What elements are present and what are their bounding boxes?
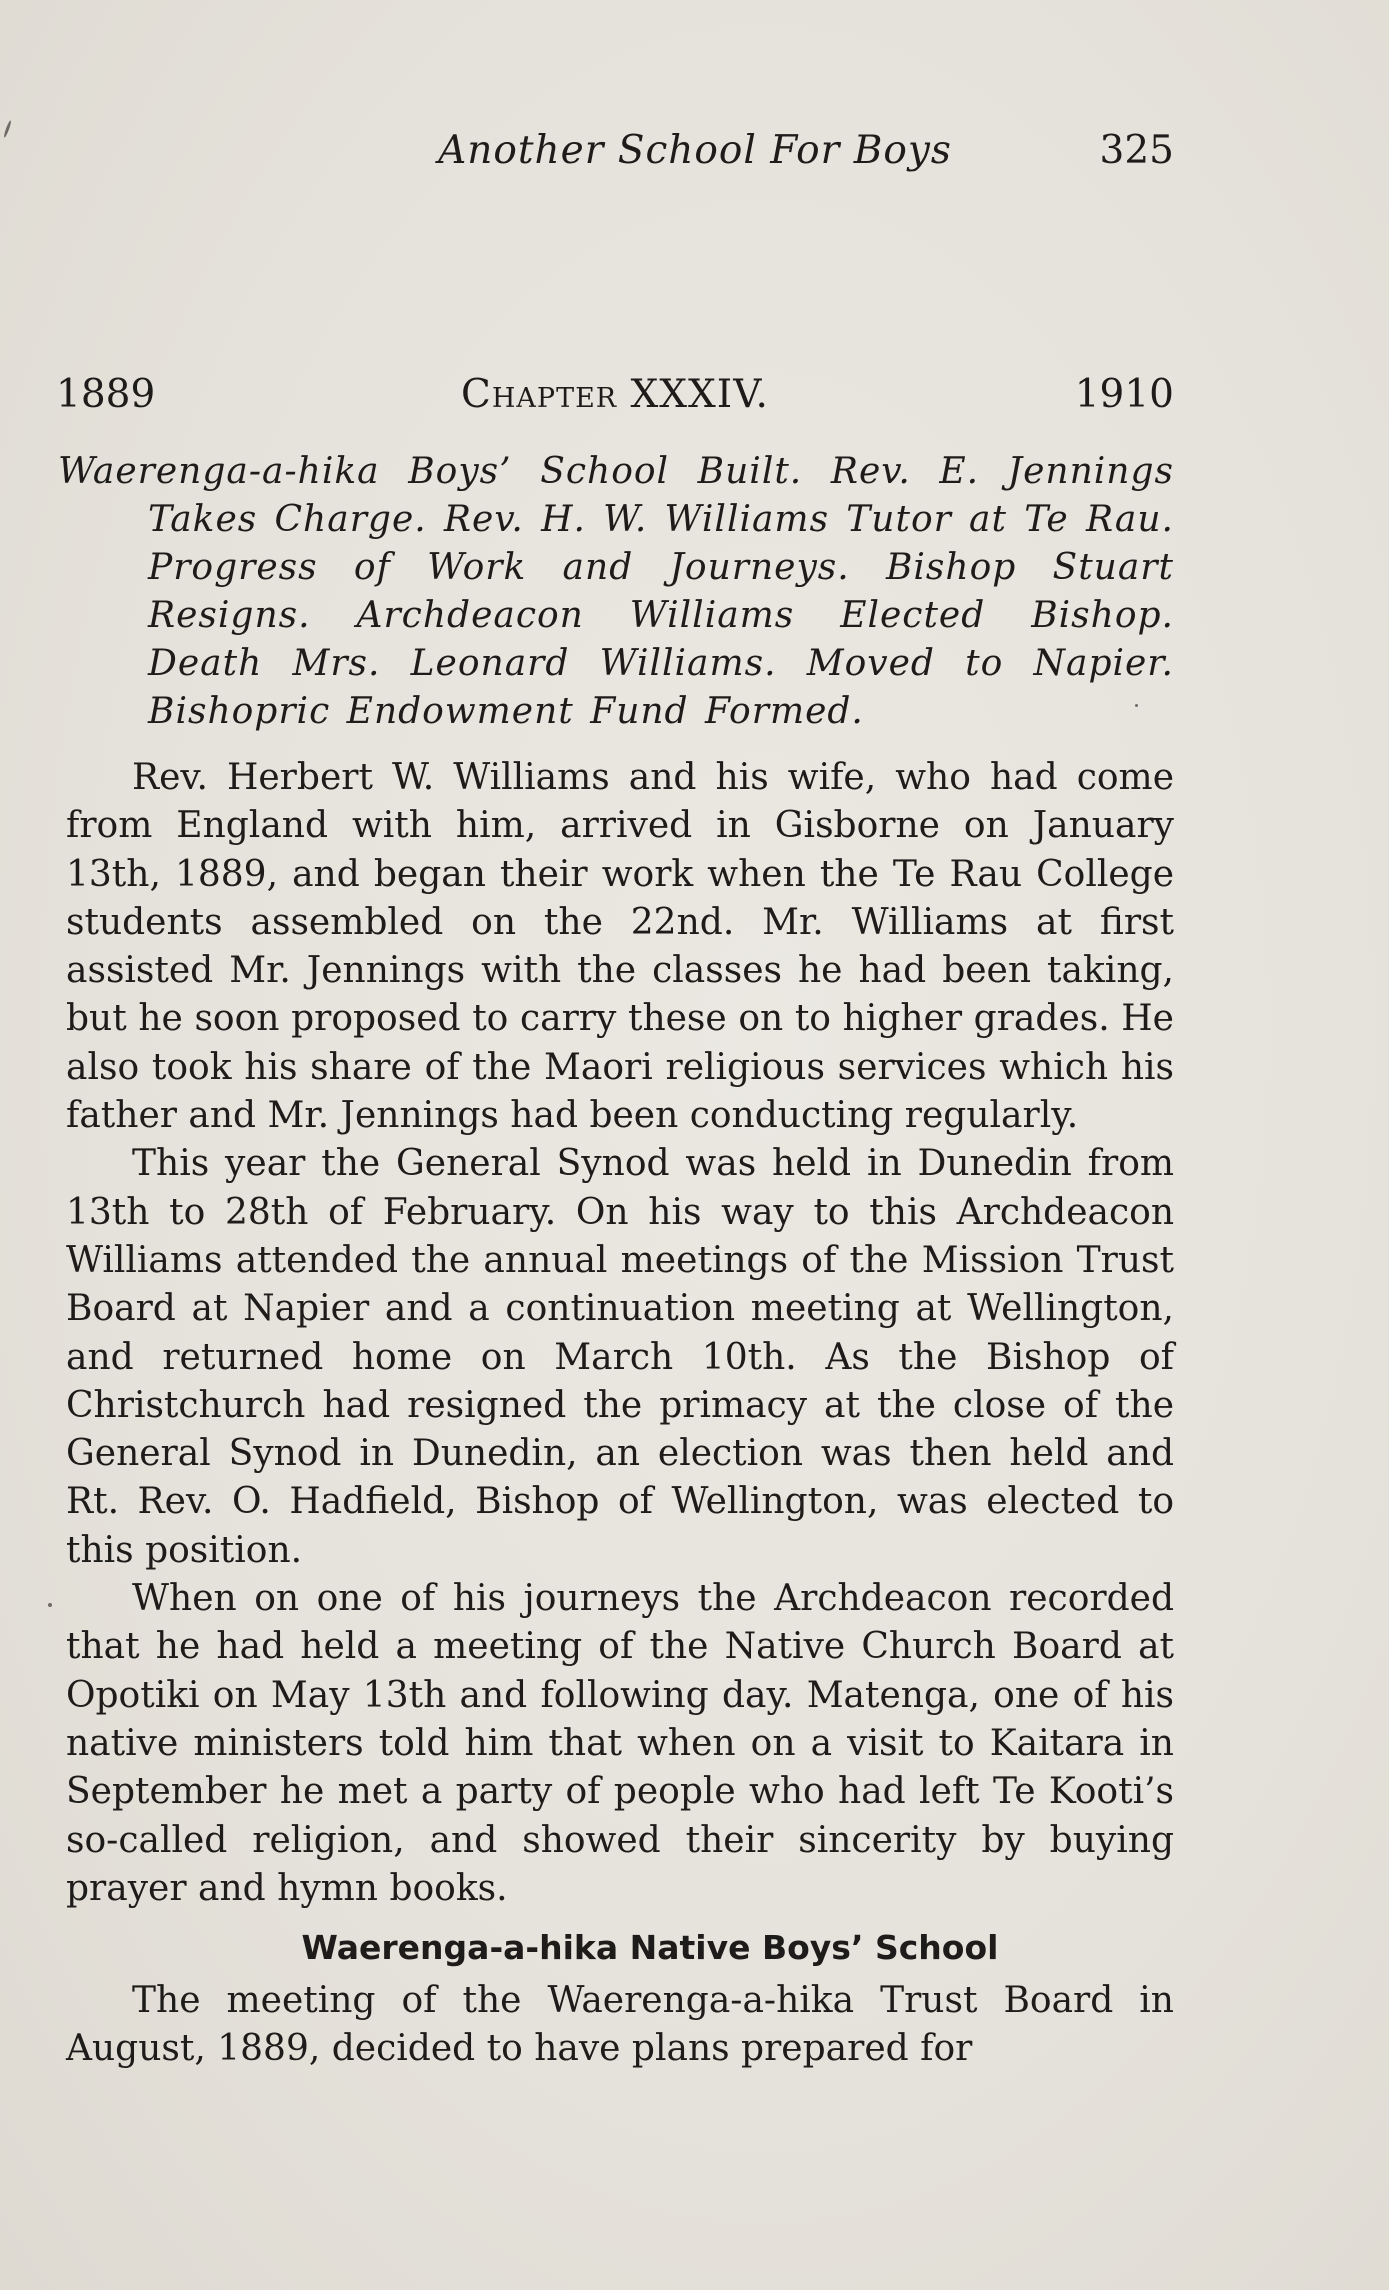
ink-speck-margin [48, 1603, 52, 1607]
paragraph-journeys: When on one of his journeys the Archdeacon recorded that he had held a meeting of the Native Church Board at Opotiki on May 13th and following day. Matenga, one of his native ministers told him that when on a visit to Kaitara in September he met a party of people who had left Te Kooti’s so-called religion, and showed their sincerity by buying prayer and hymn books. [66, 1578, 1174, 1909]
ink-speck-top-left [3, 120, 12, 138]
chapter-synopsis: Waerenga-a-hika Boys’ School Built. Rev. E. Jennings Takes Charge. Rev. H. W. Williams Tutor at Te Rau. Progress of Work and Journeys. Bishop Stuart Resigns. Archdeacon Williams Elected Bishop. Death Mrs. Leonard Williams. Moved to Napier. Bishopric Endowment Fund Formed. [58, 451, 1174, 732]
chapter-title: Chapter XXXIV. [461, 372, 769, 417]
chapter-heading [56, 372, 1174, 422]
body-text [66, 754, 1174, 2074]
paragraph-arrival: Rev. Herbert W. Williams and his wife, who had come from England with him, arrived in Gisborne on January 13th, 1889, and began their work when the Te Rau College students assembled on the 22nd. Mr. Williams at first assisted Mr. Jennings with the classes he had been taking, but he soon proposed to carry these on to higher grades. He also took his share of the Maori religious services which his father and Mr. Jennings had been conducting regularly. [66, 757, 1174, 1137]
section-heading: Waerenga-a-hika Native Boys’ School [301, 1928, 999, 1968]
paragraph-general-synod: This year the General Synod was held in Dunedin from 13th to 28th of February. On his way to this Archdeacon Williams attended the annual meetings of the Mission Trust Board at Napier and a continuation meeting at Wellington, and returned home on March 10th. As the Bishop of Christchurch had resigned the primacy at the close of the General Synod in Dunedin, an election was then held and Rt. Rev. O. Hadfield, Bishop of Wellington, was elected to this position. [66, 1143, 1174, 1571]
chapter-year-end: 1910 [1074, 372, 1174, 417]
chapter-year-start: 1889 [56, 372, 156, 417]
page-number: 325 [1099, 128, 1174, 173]
running-title: Another School For Boys [438, 128, 952, 173]
running-head [66, 128, 1174, 180]
paragraph-trust-board: The meeting of the Waerenga-a-hika Trust Board in August, 1889, decided to have plans prepared for [66, 1980, 1174, 2070]
